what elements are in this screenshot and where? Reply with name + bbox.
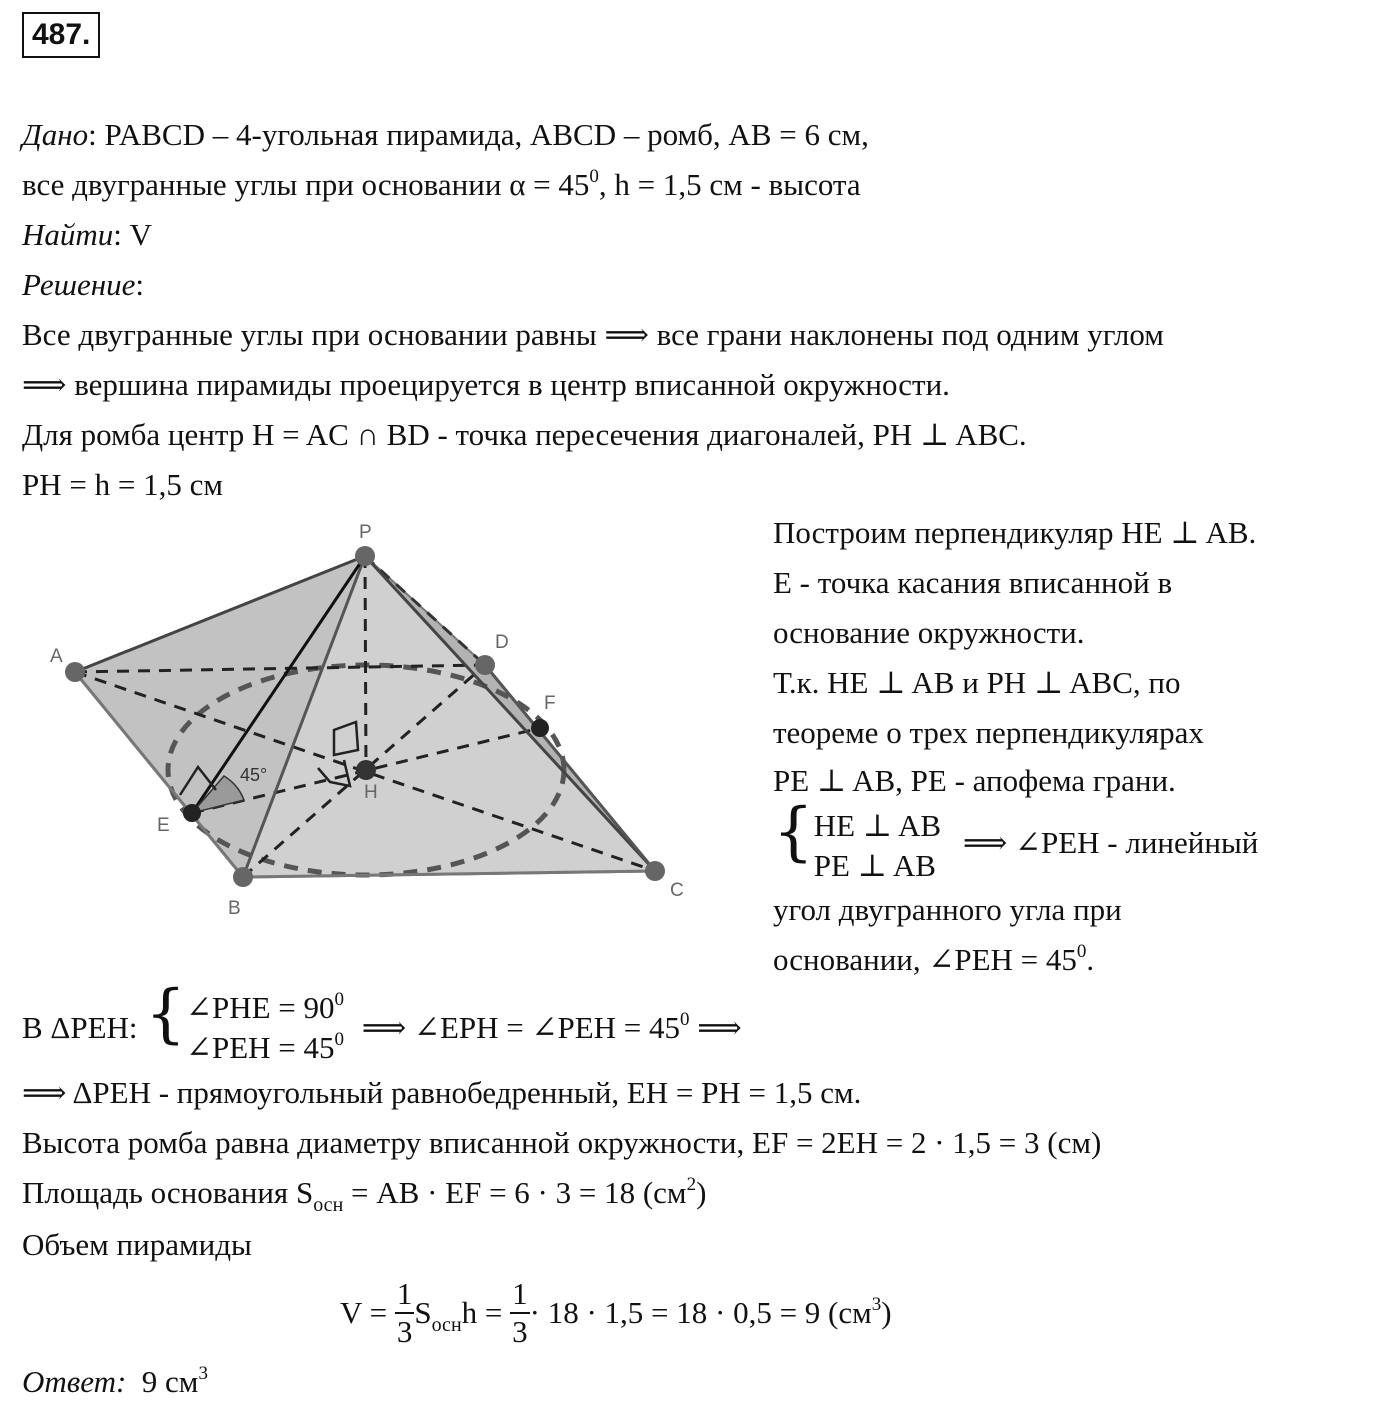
system-brace: { — [773, 795, 814, 870]
label-h: H — [364, 782, 378, 803]
pyramid-figure — [30, 508, 730, 938]
find-label: Найти — [22, 217, 114, 252]
right-line-8-sup: 0 — [1076, 941, 1087, 962]
triangle-stack — [186, 988, 344, 1068]
given-label: Дано — [22, 117, 89, 152]
triangle-eq-2: ∠PEH = $45^0$ — [186, 1029, 345, 1065]
fraction-2: $\frac{1}{3}$ — [512, 1275, 528, 1349]
problem-number: 487. — [22, 12, 100, 58]
triangle-result: ⟹ ∠EPH = ∠PEH = $45^0$ ⟹ — [361, 1009, 742, 1045]
point-c — [645, 861, 665, 881]
given-line-1 — [22, 115, 869, 155]
point-d — [475, 655, 495, 675]
right-system — [773, 795, 1259, 886]
formula-v: V = — [340, 1294, 395, 1330]
after-line-1: ⟹ ΔPEH - прямоугольный равнобедренный, EH = PH = 1,5 см. — [22, 1075, 862, 1110]
triangle-brace: { — [145, 977, 187, 1052]
solution-p4: PH = h = 1,5 см — [22, 467, 223, 502]
right-line-7: угол двугранного угла при — [773, 892, 1122, 927]
point-a — [65, 662, 85, 682]
find-text: : V — [113, 217, 153, 252]
point-f — [531, 719, 549, 737]
find-line — [22, 215, 152, 255]
after-line-4: Объем пирамиды — [22, 1227, 252, 1262]
system-stack — [814, 806, 941, 886]
right-line-6: PE ⊥ AB, PE - апофема грани. — [773, 763, 1176, 798]
solution-p1: Все двугранные углы при основании равны ⟹ все грани наклонены под одним углом — [22, 317, 1164, 352]
given-line-2 — [22, 165, 861, 205]
triangle-prefix: В ΔPEH: — [22, 1010, 146, 1045]
solution-label: Решение — [22, 267, 136, 302]
point-h — [356, 760, 376, 780]
label-angle-45: 45° — [240, 765, 268, 785]
label-c: C — [670, 880, 684, 901]
label-p: P — [359, 522, 372, 543]
point-e — [183, 804, 201, 822]
right-line-8-text: основании, ∠PEH = 45 — [773, 942, 1077, 977]
triangle-eq-1: ∠PHE = $90^0$ — [186, 989, 345, 1025]
right-line-4: Т.к. HE ⊥ AB и PH ⊥ ABC, по — [773, 665, 1181, 700]
solution-heading — [22, 265, 144, 305]
answer-line — [22, 1362, 208, 1402]
solution-p3: Для ромба центр H = AC ∩ BD - точка пересечения диагоналей, PH ⊥ ABC. — [22, 417, 1027, 452]
answer-value: 9 см — [141, 1364, 199, 1399]
after-line-2: Высота ромба равна диаметру вписанной окружности, EF = 2EH = 2 · 1,5 = 3 (см) — [22, 1125, 1102, 1160]
solution-p2: ⟹ вершина пирамиды проецируется в центр вписанной окружности. — [22, 367, 950, 402]
label-a: A — [50, 646, 63, 667]
answer-label: Ответ: — [22, 1364, 127, 1399]
label-e: E — [157, 815, 170, 836]
formula-s: $S_{осн}h$ = — [414, 1294, 511, 1336]
system-result: ⟹ ∠PEH - линейный — [962, 825, 1259, 861]
formula-rest: · 18 · 1,5 = 18 · 0,5 = 9 $(см^3)$ — [529, 1293, 892, 1330]
triangle-block — [22, 977, 742, 1068]
given-text-2-end: , h = 1,5 см - высота — [598, 167, 861, 202]
right-line-8 — [773, 940, 1094, 980]
solution-colon: : — [135, 267, 144, 302]
after-line-3: Площадь основания $S_{осн}$ = AB · EF = 6 · 3 = 18 $(см^2)$ — [22, 1174, 707, 1216]
answer-sup: 3 — [198, 1363, 208, 1384]
label-b: B — [228, 898, 241, 919]
right-line-8-end: . — [1086, 942, 1095, 977]
given-text-1: : PABCD – 4-угольная пирамида, ABCD – ромб, AB = 6 см, — [88, 117, 869, 152]
label-d: D — [495, 632, 509, 653]
right-line-3: основание окружности. — [773, 615, 1085, 650]
system-eq-1: HE ⊥ AB — [813, 808, 942, 843]
right-line-1: Построим перпендикуляр HE ⊥ AB. — [773, 515, 1257, 550]
system-eq-2: PE ⊥ AB — [813, 848, 936, 883]
given-text-2: все двугранные углы при основании α = 45 — [22, 167, 590, 202]
fraction-1: $\frac{1}{3}$ — [396, 1275, 413, 1349]
point-b — [233, 867, 253, 887]
point-p — [355, 546, 375, 566]
right-line-5: теореме о трех перпендикулярах — [773, 715, 1204, 750]
given-sup: 0 — [589, 166, 599, 187]
volume-formula — [340, 1270, 892, 1353]
label-f: F — [544, 693, 556, 714]
right-line-2: E - точка касания вписанной в — [773, 565, 1173, 600]
